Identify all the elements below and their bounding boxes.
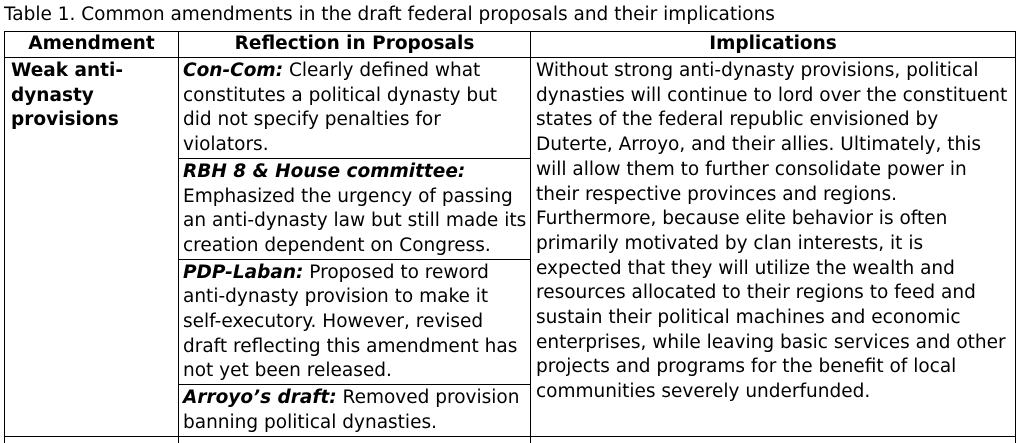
reflection-cell-rbh8 — [179, 158, 531, 259]
table-row — [5, 58, 1016, 159]
header-amendment: Amendment — [5, 32, 179, 58]
reflection-text: Clearly defined what constitutes a political dynasty but did not specify penalties for violators. — [183, 60, 498, 156]
reflection-cell-arroyo — [179, 385, 531, 436]
amendment-cell: Weak anti-dynasty provisions — [5, 58, 179, 437]
reflection-cell-pdp-laban — [179, 259, 531, 385]
reflection-org: Arroyo’s draft: — [183, 387, 337, 409]
reflection-org: PDP-Laban: — [183, 261, 304, 283]
reflection-text: Emphasized the urgency of passing an anti-dynasty law but still made its creation dependent on Congress. — [183, 185, 527, 256]
reflection-org: RBH 8 & House committee: — [183, 160, 466, 182]
header-implications: Implications — [531, 32, 1016, 58]
reflection-text: Proposed to reword anti-dynasty provision to make it self-executory. However, revised draft reflecting this amendment has not yet been released. — [183, 261, 518, 382]
header-reflection: Reflection in Proposals — [179, 32, 531, 58]
reflection-org: Con-Com: — [183, 60, 284, 81]
amendments-table — [4, 31, 1016, 443]
reflection-cell-concom — [179, 58, 531, 159]
implications-cell: Without strong anti-dynasty provisions, political dynasties will continue to lord over the constituent states of the federal republic envisioned by Duterte, Arroyo, and their allies. Ultimately, this will allow them to further consolidate power in their respective provinces and regions. Furthermore, because elite behavior is often primarily motivated by clan interests, it is expected that they will utilize the wealth and resources allocated to their regions to feed and sustain their political machines and economic enterprises, while leaving basic services and other projects and programs for the benefit of local communities severely underfunded. — [531, 58, 1016, 437]
table-caption: Table 1. Common amendments in the draft federal proposals and their implications — [4, 4, 775, 25]
reflection-text: Removed provision banning political dynasties. — [183, 387, 520, 433]
header-row — [5, 32, 1016, 58]
